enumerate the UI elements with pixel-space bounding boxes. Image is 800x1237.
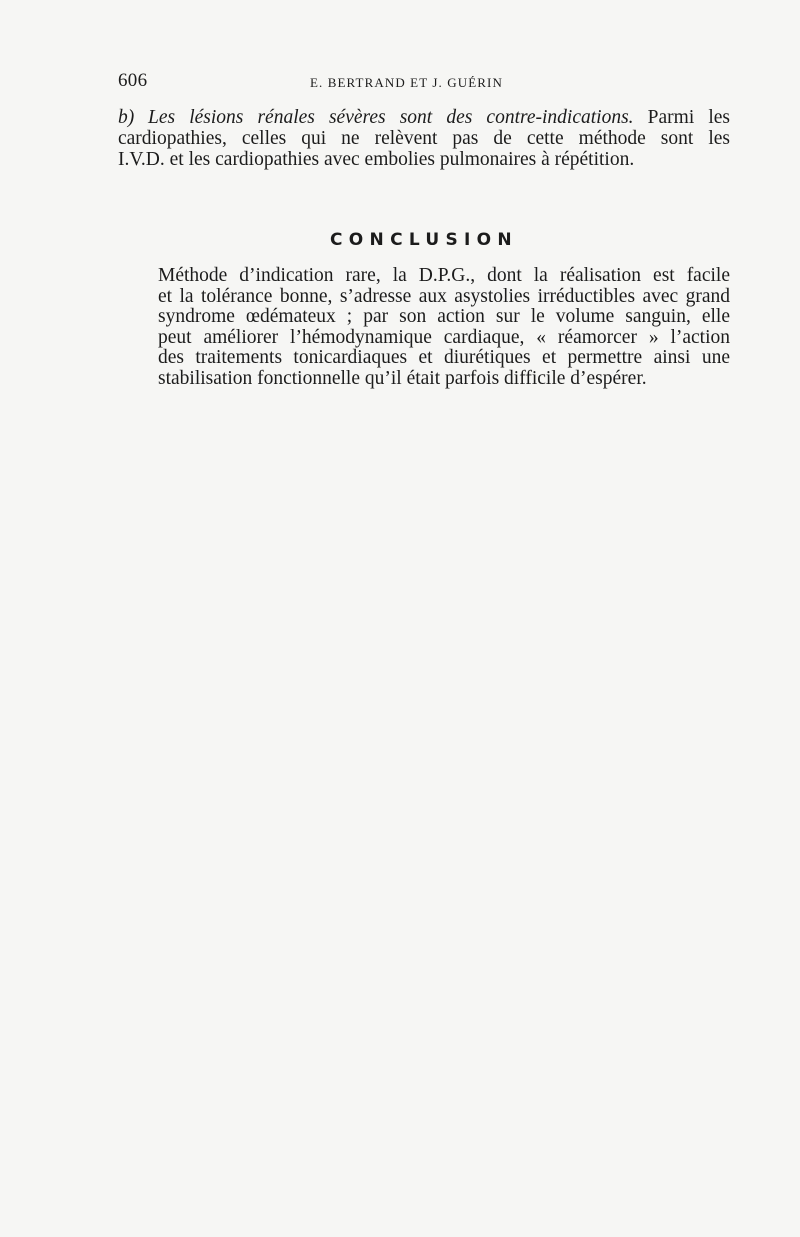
- conclusion-line-5: des traitements tonicardiaques et diurétiques et permettre ainsi une: [158, 347, 730, 369]
- conclusion-line-6: stabilisation fonctionnelle qu’il était parfois difficile d’espérer.: [158, 367, 647, 389]
- conclusion-line-1: Méthode d’indication rare, la D.P.G., dont la réalisation est facile: [158, 265, 730, 286]
- conclusion-line-4: peut améliorer l’hémodynamique cardiaque, « réamorcer » l’action: [158, 326, 730, 348]
- item-b-line-3: I.V.D. et les cardiopathies avec embolies pulmonaires à répétition.: [118, 149, 635, 170]
- conclusion-line-2: et la tolérance bonne, s’adresse aux asystolies irréductibles avec grand: [158, 285, 730, 307]
- conclusion-paragraph: [118, 266, 730, 390]
- item-b-line-1-rest: Parmi les: [647, 107, 731, 128]
- item-b-paragraph: [118, 107, 730, 170]
- item-b-marker: b): [118, 107, 135, 128]
- item-b-line-2: cardiopathies, celles qui ne relèvent pas de cette méthode sont les: [118, 128, 730, 149]
- section-title: CONCLUSION: [330, 230, 518, 250]
- page-number: 606: [118, 70, 148, 91]
- running-head: E. BERTRAND ET J. GUÉRIN: [310, 75, 503, 90]
- conclusion-line-3: syndrome œdémateux ; par son action sur le volume sanguin, elle: [158, 306, 730, 328]
- item-b-line-1: [118, 107, 731, 128]
- page-header: [118, 70, 713, 96]
- item-b-italic-lead: Les lésions rénales sévères sont des contre-indications.: [148, 107, 634, 128]
